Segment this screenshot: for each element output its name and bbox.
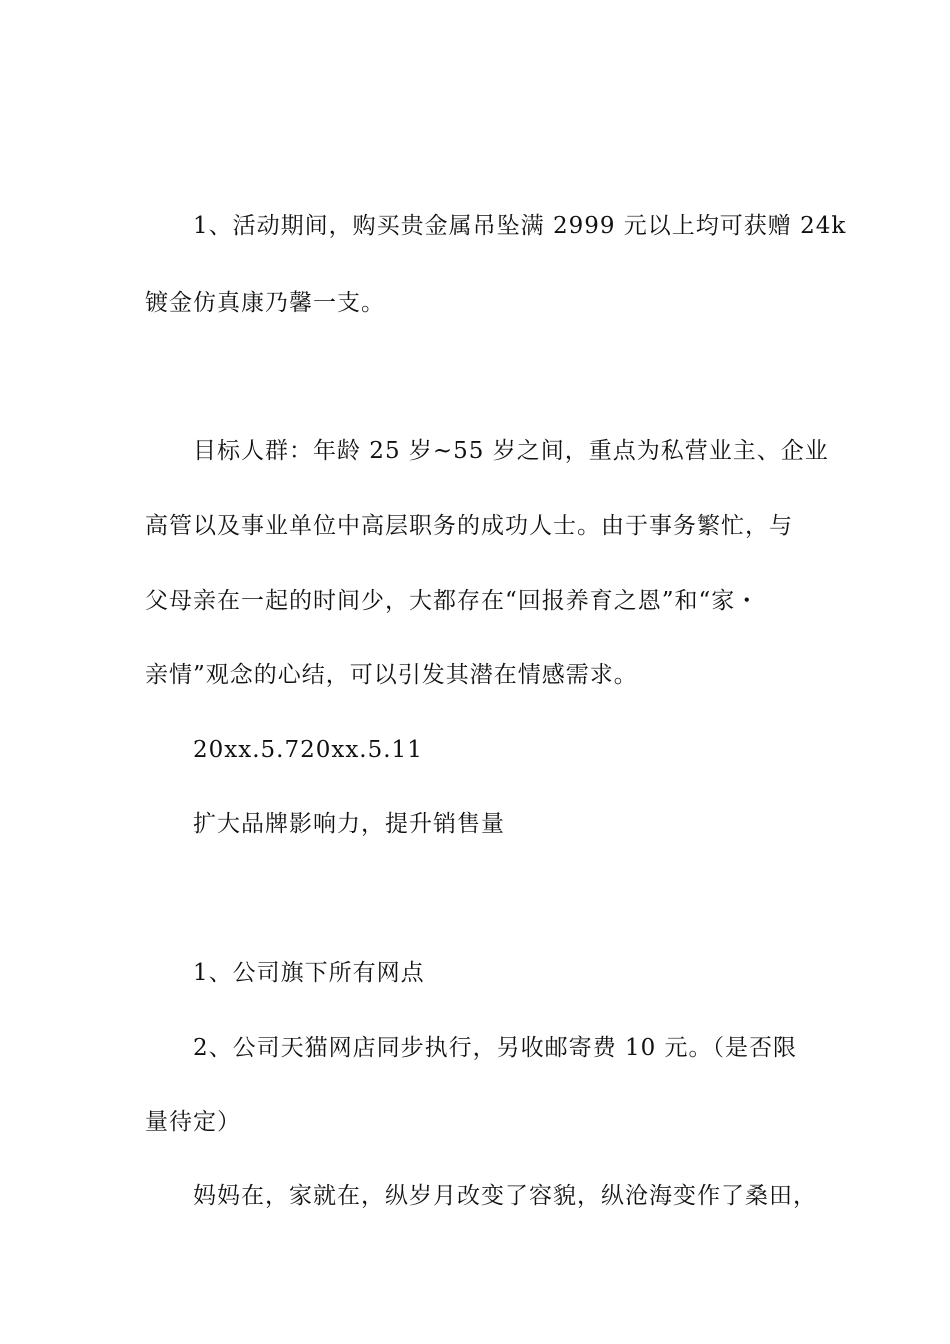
paragraph-line: 妈妈在，家就在，纵岁月改变了容貌，纵沧海变作了桑田， xyxy=(193,1183,817,1209)
date-range-line: 20xx.5.720xx.5.11 xyxy=(193,737,423,763)
paragraph-line: 2、公司天猫网店同步执行，另收邮寄费 10 元。（是否限 xyxy=(193,1035,798,1061)
paragraph-line: 父母亲在一起的时间少，大都存在“回报养育之恩”和“家・ xyxy=(145,588,760,614)
paragraph-line: 扩大品牌影响力，提升销售量 xyxy=(193,811,505,837)
paragraph-line: 镀金仿真康乃馨一支。 xyxy=(145,290,385,316)
paragraph-line: 高管以及事业单位中高层职务的成功人士。由于事务繁忙，与 xyxy=(145,513,793,539)
paragraph-line: 1、活动期间，购买贵金属吊坠满 2999 元以上均可获赠 24k xyxy=(193,213,847,239)
paragraph-line: 1、公司旗下所有网点 xyxy=(193,960,425,986)
paragraph-line: 亲情”观念的心结，可以引发其潜在情感需求。 xyxy=(145,662,638,688)
paragraph-line: 目标人群：年龄 25 岁~55 岁之间，重点为私营业主、企业 xyxy=(193,438,829,464)
paragraph-line: 量待定） xyxy=(145,1109,241,1135)
